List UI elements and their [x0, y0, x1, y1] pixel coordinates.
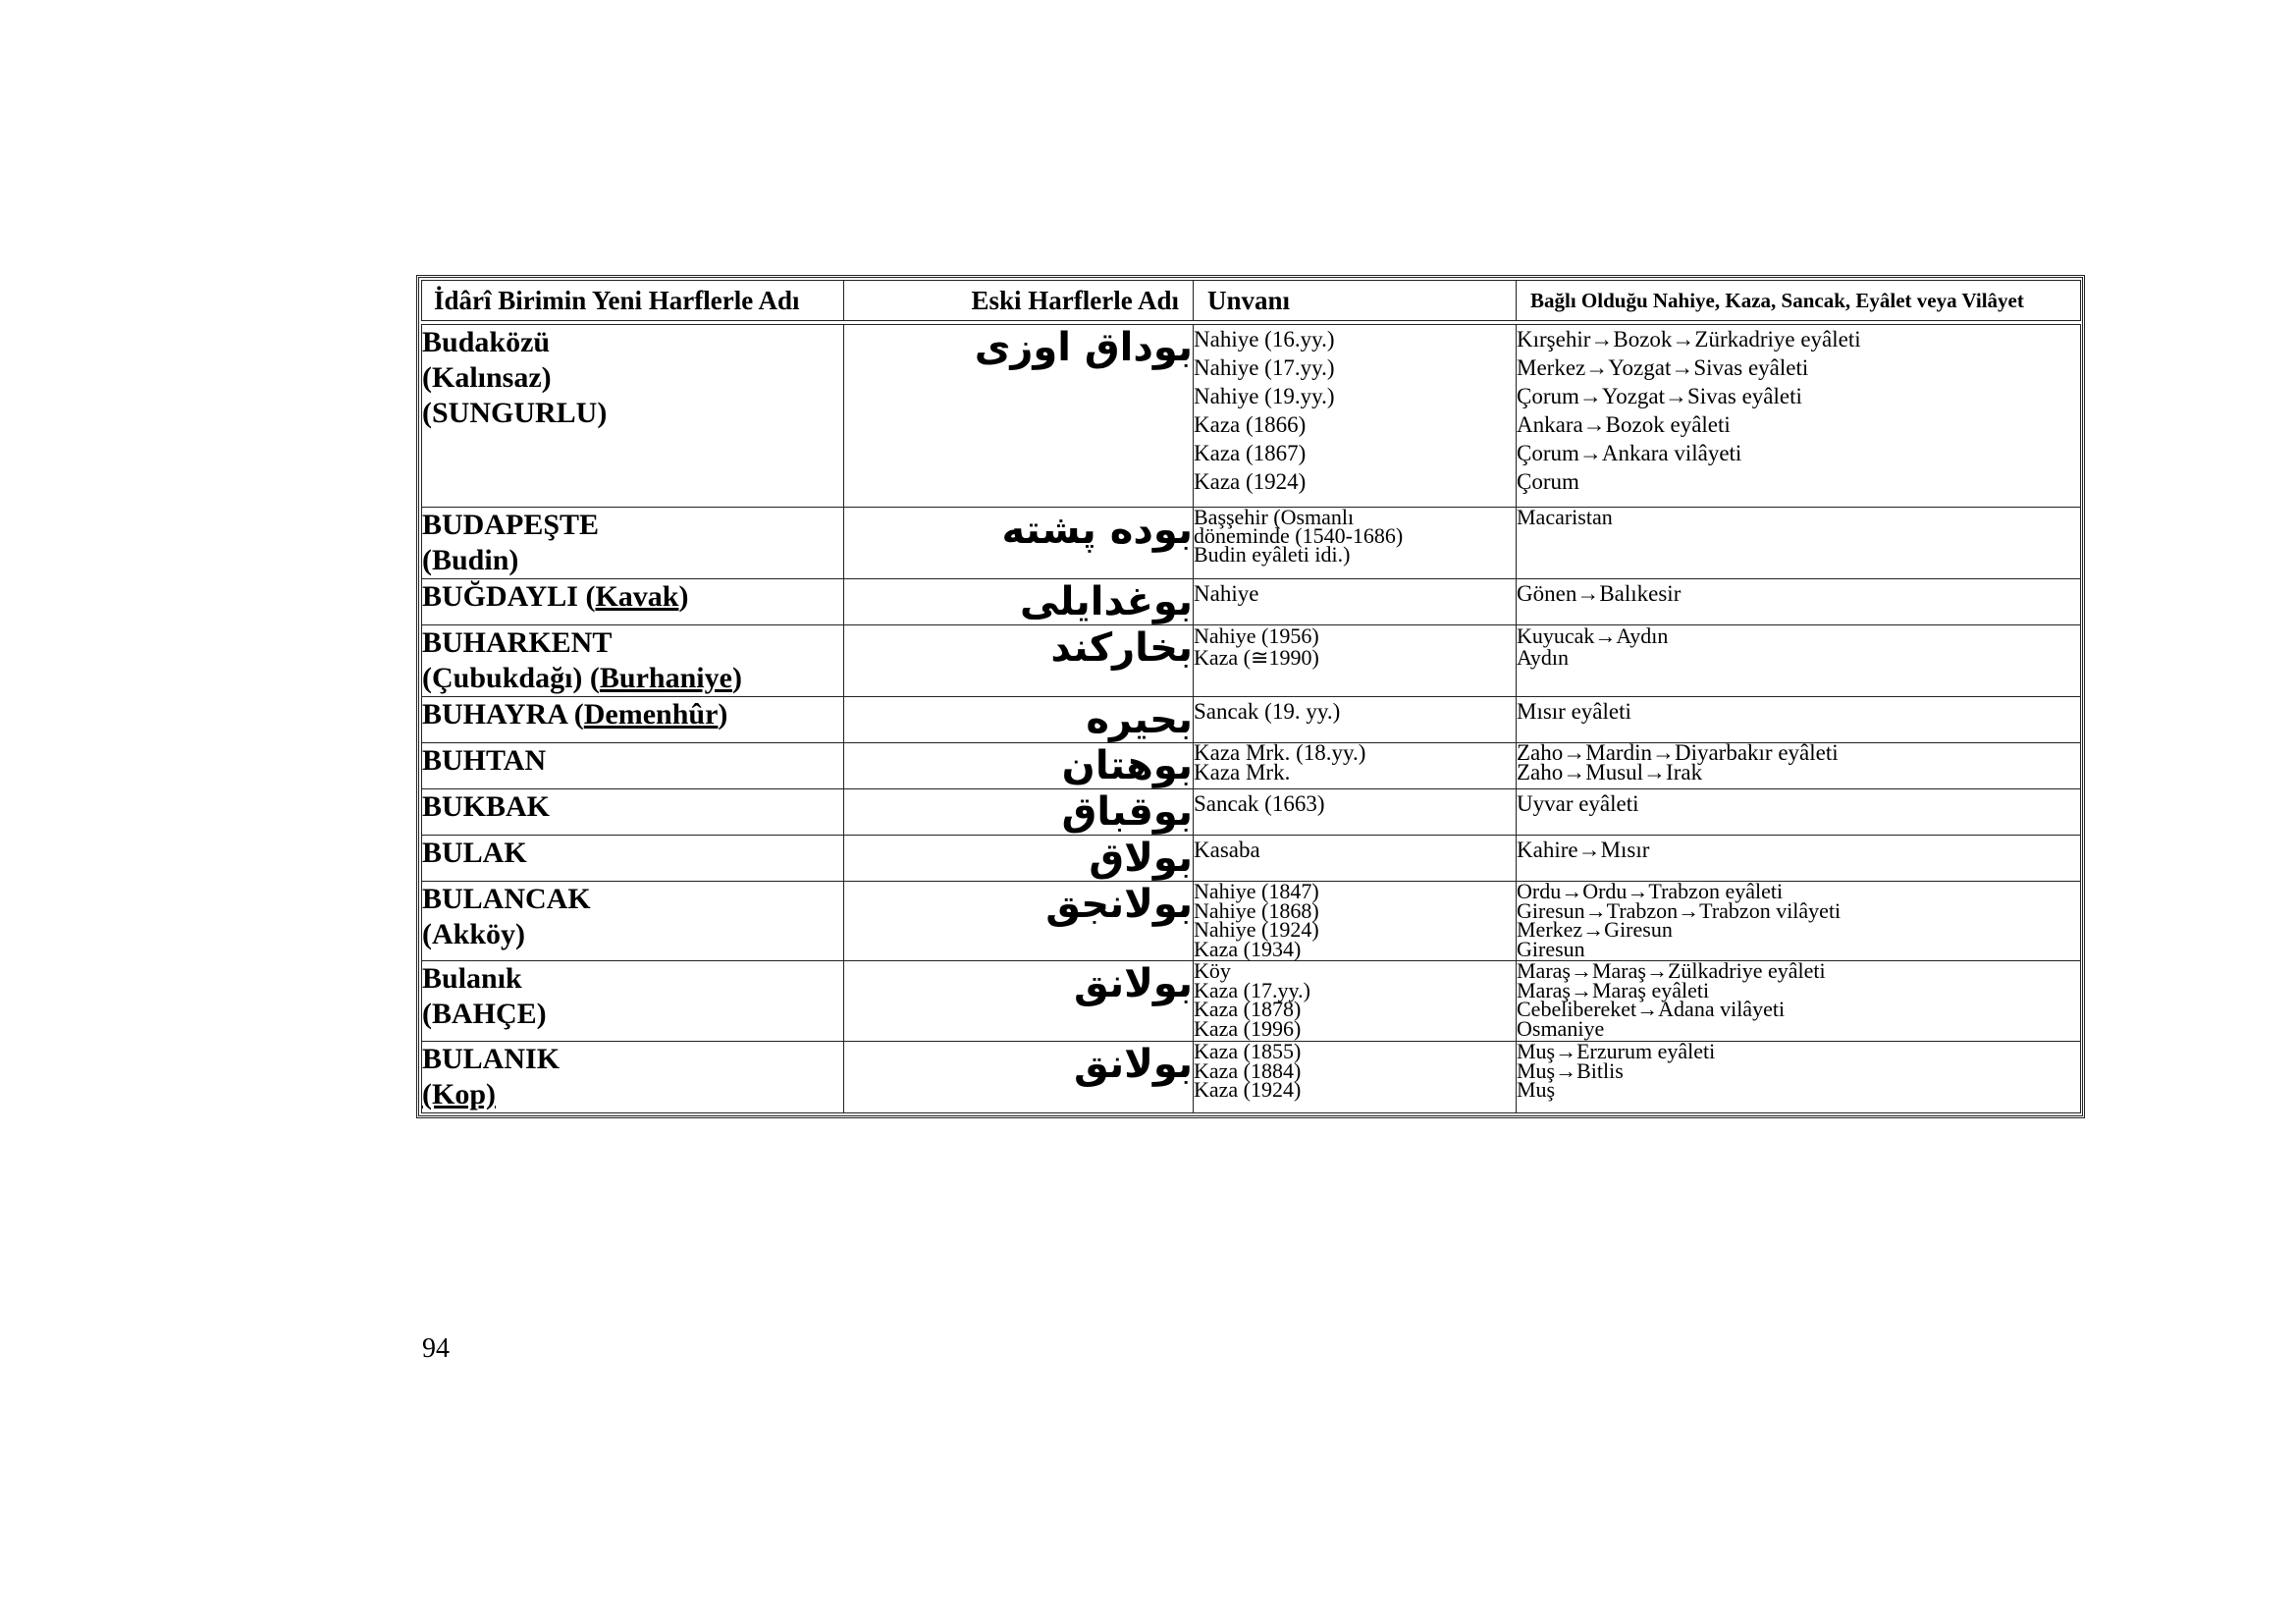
- title-line: Kaza (1884): [1194, 1057, 1302, 1083]
- table-body: [422, 325, 2081, 1113]
- gazetteer-table-frame: [416, 275, 2085, 1118]
- header-parent-unit: Bağlı Olduğu Nahiye, Kaza, Sancak, Eyâlet veya Vilâyet: [1517, 281, 2081, 321]
- parent-line: Ankara→Bozok eyâleti: [1517, 412, 1731, 437]
- name-line: [422, 836, 843, 871]
- parent-line: Kırşehir→Bozok→Zürkadriye eyâleti: [1517, 327, 1861, 352]
- table-row: [422, 789, 2081, 836]
- cell-parent-unit: [1517, 325, 2081, 508]
- name-line: [422, 543, 843, 578]
- cell-title: [1194, 697, 1517, 743]
- name-line: [422, 789, 843, 825]
- title-line: döneminde (1540-1686): [1194, 523, 1404, 548]
- cell-title: [1194, 1039, 1517, 1113]
- name-segment: BUĞDAYLI: [422, 580, 586, 613]
- parent-line: Merkez→Giresun: [1517, 917, 1673, 942]
- cell-new-name: [422, 961, 844, 1042]
- title-line: Kaza Mrk. (18.yy.): [1194, 740, 1366, 765]
- cell-new-name: [422, 508, 844, 579]
- parent-line: Maraş→Maraş→Zülkadriye eyâleti: [1517, 958, 1826, 983]
- table-row: [422, 579, 2081, 625]
- cell-parent-unit: [1517, 879, 2081, 961]
- title-line: Kaza (1924): [1194, 469, 1307, 494]
- name-segment: (: [585, 580, 596, 613]
- name-segment: BUKBAK: [422, 790, 551, 823]
- cell-new-name: [422, 697, 844, 743]
- name-segment: (Çubukdağı) (: [422, 662, 600, 694]
- parent-line: Zaho→Musul→Irak: [1517, 760, 1703, 785]
- title-line: Başşehir (Osmanlı: [1194, 505, 1355, 529]
- name-segment: BULANIK: [422, 1043, 561, 1075]
- title-line: Kaza (1924): [1194, 1077, 1302, 1102]
- table-row: [422, 882, 2081, 961]
- cell-old-script-name: بوده پشته: [844, 508, 1194, 579]
- table-header-row: [422, 281, 2081, 321]
- name-line: [422, 743, 843, 779]
- title-line: Nahiye (1847): [1194, 879, 1319, 903]
- cell-new-name: [422, 789, 844, 836]
- cell-parent-unit: [1517, 697, 2081, 743]
- name-line: [422, 1042, 843, 1077]
- cell-old-script-name: بوغدايلى: [844, 579, 1194, 625]
- page-number: 94: [422, 1333, 450, 1364]
- cell-parent-unit: [1517, 505, 2081, 579]
- parent-line: Cebelibereket→Adana vilâyeti: [1517, 997, 1786, 1021]
- title-line: Kaza (1878): [1194, 997, 1302, 1021]
- title-line: Kasaba: [1194, 838, 1260, 862]
- name-line: [422, 360, 843, 396]
- cell-title: [1194, 579, 1517, 625]
- parent-line: Çorum→Ankara vilâyeti: [1517, 441, 1742, 465]
- parent-line: Merkez→Yozgat→Sivas eyâleti: [1517, 355, 1809, 380]
- cell-new-name: [422, 1042, 844, 1113]
- header-new-name: İdârî Birimin Yeni Harflerle Adı: [422, 281, 844, 321]
- name-line: [422, 325, 843, 360]
- cell-new-name: [422, 625, 844, 697]
- title-line: Kaza (1996): [1194, 1015, 1302, 1041]
- parent-line: Kuyucak→Aydın: [1517, 623, 1669, 648]
- cell-old-script-name: بولاق: [844, 836, 1194, 882]
- title-line: Nahiye (1956): [1194, 623, 1319, 648]
- cell-parent-unit: [1517, 836, 2081, 882]
- table-row: [422, 625, 2081, 697]
- name-line: [422, 579, 843, 615]
- cell-title: [1194, 505, 1517, 579]
- title-line: Kaza (1855): [1194, 1039, 1302, 1063]
- cell-title: [1194, 958, 1517, 1042]
- name-line: [422, 1077, 843, 1112]
- gazetteer-table: [421, 280, 2081, 1113]
- cell-old-script-name: بولانجق: [844, 882, 1194, 961]
- parent-line: Muş→Bitlis: [1517, 1057, 1624, 1083]
- title-line: Kaza (≅1990): [1194, 645, 1319, 670]
- cell-new-name: [422, 325, 844, 508]
- name-segment: ): [678, 580, 689, 613]
- header-title: Unvanı: [1194, 281, 1517, 321]
- title-line: Sancak (19. yy.): [1194, 699, 1341, 724]
- cell-title: [1194, 740, 1517, 789]
- title-line: Nahiye (17.yy.): [1194, 355, 1335, 380]
- cell-old-script-name: بولانق: [844, 961, 1194, 1042]
- name-segment: BUDAPEŞTE: [422, 509, 600, 541]
- parent-line: Macaristan: [1517, 505, 1613, 529]
- cell-new-name: [422, 579, 844, 625]
- title-line: Köy: [1194, 958, 1231, 983]
- parent-line: Mısır eyâleti: [1517, 699, 1631, 724]
- cell-old-script-name: بخاركند: [844, 625, 1194, 697]
- parent-line: Zaho→Mardin→Diyarbakır eyâleti: [1517, 740, 1839, 765]
- title-line: Kaza (1866): [1194, 412, 1307, 437]
- name-line: [422, 661, 843, 696]
- table-row: [422, 325, 2081, 508]
- name-line: [422, 997, 843, 1032]
- name-line: [422, 625, 843, 661]
- cell-title: [1194, 879, 1517, 961]
- name-segment: BUHTAN: [422, 744, 547, 777]
- parent-line: Maraş→Maraş eyâleti: [1517, 977, 1710, 1002]
- parent-line: Muş: [1517, 1077, 1556, 1102]
- name-segment: BULANCAK: [422, 883, 591, 915]
- name-alt-underlined: Demenhûr: [583, 698, 719, 731]
- header-old-name: Eski Harflerle Adı: [844, 281, 1194, 321]
- cell-old-script-name: بوهتان: [844, 743, 1194, 789]
- name-segment: (: [573, 698, 584, 731]
- title-line: Kaza (17.yy.): [1194, 977, 1310, 1002]
- cell-old-script-name: بولانق: [844, 1042, 1194, 1113]
- table-row: [422, 1042, 2081, 1113]
- name-line: [422, 508, 843, 543]
- table-row: [422, 961, 2081, 1042]
- name-segment: BULAK: [422, 837, 527, 869]
- cell-parent-unit: [1517, 1039, 2081, 1113]
- cell-title: [1194, 836, 1517, 882]
- table-row: [422, 697, 2081, 743]
- cell-old-script-name: بوداق اوزى: [844, 325, 1194, 508]
- name-line: [422, 396, 843, 431]
- name-segment: (Kalınsaz): [422, 361, 552, 394]
- table-row: [422, 508, 2081, 579]
- name-segment: (Akköy): [422, 918, 526, 950]
- parent-line: Giresun→Trabzon→Trabzon vilâyeti: [1517, 897, 1842, 923]
- parent-line: Osmaniye: [1517, 1015, 1605, 1041]
- parent-line: Gönen→Balıkesir: [1517, 581, 1682, 606]
- cell-old-script-name: بحيره: [844, 697, 1194, 743]
- name-alt-underlined: Kavak: [595, 580, 679, 613]
- title-line: Budin eyâleti idi.): [1194, 542, 1351, 567]
- cell-parent-unit: [1517, 740, 2081, 789]
- title-line: Nahiye (16.yy.): [1194, 327, 1335, 352]
- name-segment: (Budin): [422, 544, 519, 576]
- cell-old-script-name: بوقباق: [844, 789, 1194, 836]
- name-line: [422, 961, 843, 997]
- cell-title: [1194, 325, 1517, 508]
- name-line: [422, 917, 843, 952]
- name-segment: Bulanık: [422, 962, 522, 995]
- cell-title: [1194, 625, 1517, 697]
- cell-parent-unit: [1517, 958, 2081, 1042]
- cell-parent-unit: [1517, 789, 2081, 836]
- parent-line: Muş→Erzurum eyâleti: [1517, 1039, 1716, 1063]
- cell-new-name: [422, 743, 844, 789]
- title-line: Kaza Mrk.: [1194, 760, 1291, 785]
- title-line: Kaza (1867): [1194, 441, 1307, 465]
- title-line: Nahiye (1868): [1194, 897, 1319, 923]
- cell-new-name: [422, 882, 844, 961]
- title-line: Nahiye: [1194, 581, 1259, 606]
- name-line: [422, 697, 843, 732]
- parent-line: Giresun: [1517, 936, 1585, 961]
- name-segment: BUHARKENT: [422, 626, 613, 659]
- title-line: Nahiye (1924): [1194, 917, 1319, 942]
- table-row: [422, 743, 2081, 789]
- name-line: [422, 882, 843, 917]
- cell-parent-unit: [1517, 579, 2081, 625]
- name-alt-underlined: (Kop): [422, 1078, 496, 1110]
- name-segment: Budaközü: [422, 326, 551, 358]
- parent-line: Çorum: [1517, 469, 1579, 494]
- name-alt-underlined: Burhaniye: [599, 662, 732, 694]
- parent-line: Uyvar eyâleti: [1517, 791, 1639, 816]
- name-segment: BUHAYRA: [422, 698, 574, 731]
- name-segment: ): [718, 698, 728, 731]
- name-segment: (SUNGURLU): [422, 397, 608, 429]
- table-row: [422, 836, 2081, 882]
- parent-line: Çorum→Yozgat→Sivas eyâleti: [1517, 384, 1802, 408]
- title-line: Nahiye (19.yy.): [1194, 384, 1335, 408]
- cell-new-name: [422, 836, 844, 882]
- cell-title: [1194, 789, 1517, 836]
- parent-line: Ordu→Ordu→Trabzon eyâleti: [1517, 879, 1784, 903]
- title-line: Sancak (1663): [1194, 791, 1325, 816]
- name-segment: (BAHÇE): [422, 998, 547, 1030]
- title-line: Kaza (1934): [1194, 936, 1302, 961]
- parent-line: Aydın: [1517, 645, 1569, 670]
- name-segment: ): [731, 662, 742, 694]
- cell-parent-unit: [1517, 625, 2081, 697]
- parent-line: Kahire→Mısır: [1517, 838, 1650, 862]
